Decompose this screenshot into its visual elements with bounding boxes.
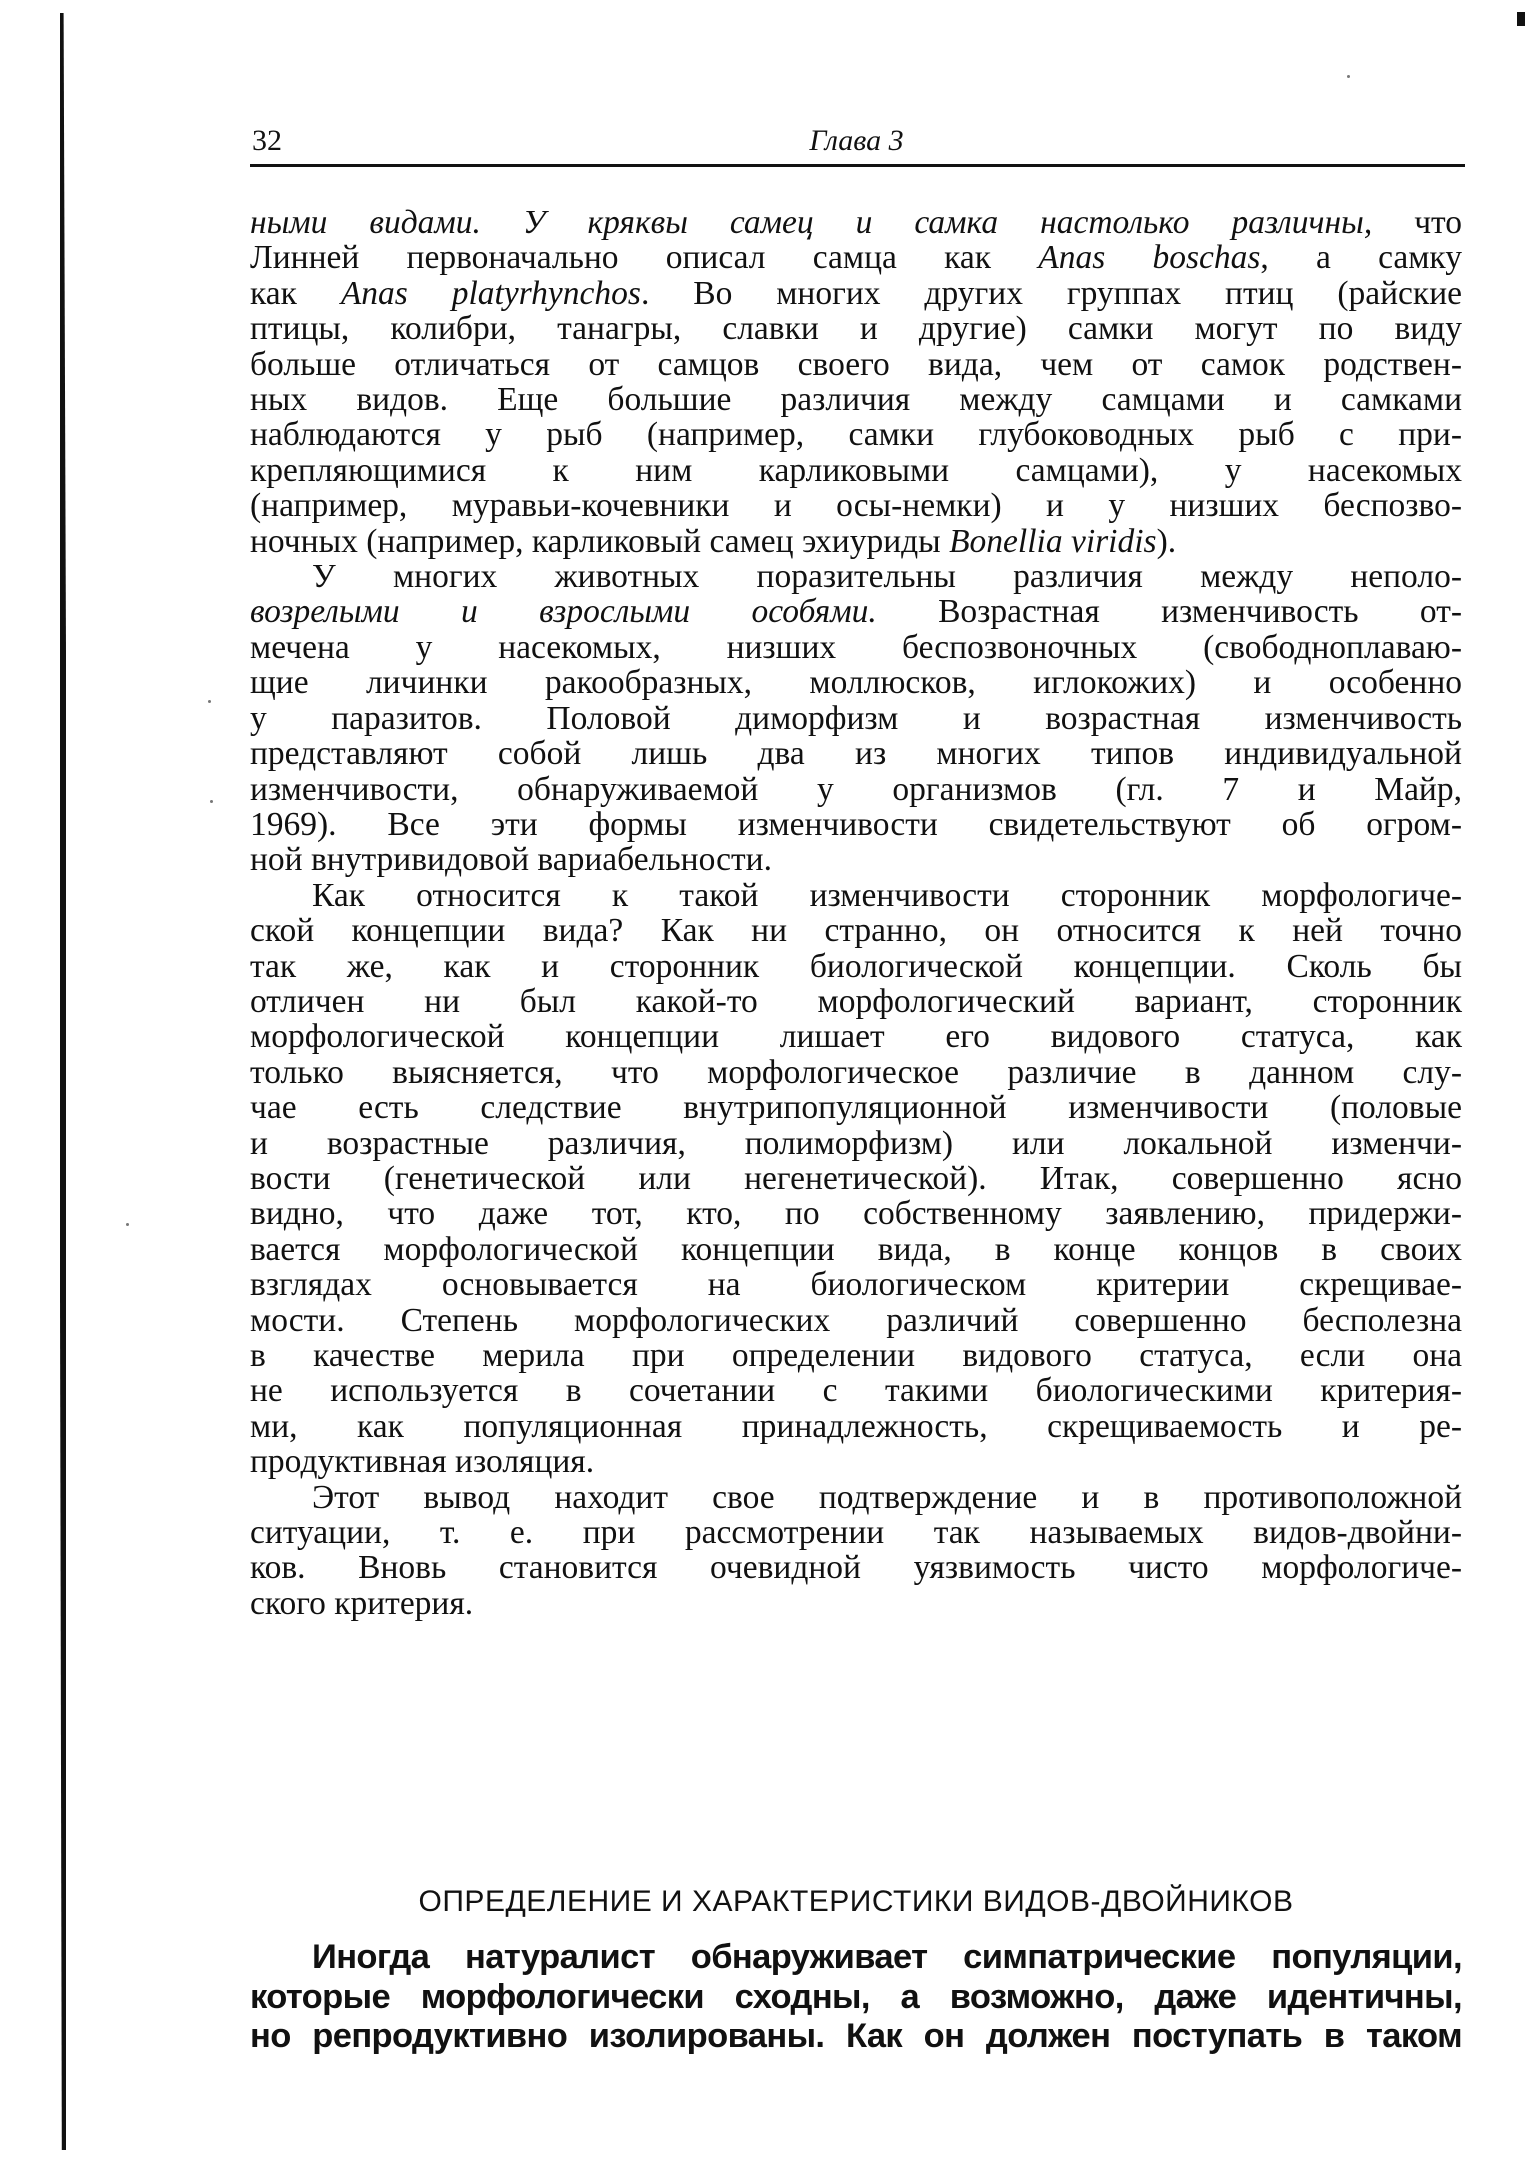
italic-run: Bonellia viridis <box>949 522 1157 560</box>
text-line <box>250 382 1462 417</box>
text-run: видно, что даже тот, кто, по собственному заявлению, придержи- <box>250 1195 1462 1233</box>
italic-run: ными видами. У кряквы самец и самка настолько различны, <box>250 204 1373 241</box>
text-line <box>250 1373 1462 1408</box>
text-line <box>250 1550 1462 1585</box>
text-line <box>250 984 1462 1019</box>
section-body <box>250 1938 1462 2057</box>
text-run: изменчивости, обнаруживаемой у организмов (гл. 7 и Майр, <box>250 770 1462 808</box>
text-run: ков. Вновь становится очевидной уязвимость чисто морфологиче- <box>250 1549 1462 1587</box>
text-line <box>250 347 1462 382</box>
binding-edge-line <box>60 13 66 2150</box>
text-run: ных видов. Еще большие различия между самцами и самками <box>250 381 1462 419</box>
text-run: только выясняется, что морфологическое различие в данном слу- <box>250 1053 1462 1091</box>
text-run: представляют собой лишь два из многих типов индивидуальной <box>250 735 1462 773</box>
text-line <box>250 311 1462 346</box>
text-run: в качестве мерила при определении видового статуса, если она <box>250 1337 1462 1374</box>
text-line <box>250 1126 1462 1161</box>
text-run: вается морфологической концепции вида, в конце концов в своих <box>250 1230 1462 1268</box>
text-run: крепляющимися к ним карликовыми самцами), у насекомых <box>250 451 1462 489</box>
text-run: и возрастные различия, полиморфизм) или локальной изменчи- <box>250 1124 1462 1162</box>
text-run: Возрастная изменчивость от- <box>876 593 1462 631</box>
text-line <box>250 1338 1462 1373</box>
scan-corner-mark <box>1517 12 1525 26</box>
text-run: , а самку <box>1260 239 1462 277</box>
text-line <box>250 807 1462 842</box>
text-line <box>250 205 1462 240</box>
text-run: Этот вывод находит свое подтверждение и в противоположной <box>312 1478 1462 1516</box>
text-line <box>250 276 1462 311</box>
text-run: У многих животных поразительны различия между неполо- <box>312 558 1462 596</box>
text-line <box>250 453 1462 488</box>
scan-speck <box>1347 75 1350 78</box>
section-heading: ОПРЕДЕЛЕНИЕ И ХАРАКТЕРИСТИКИ ВИДОВ-ДВОЙНИКОВ <box>418 1885 1294 1918</box>
text-run: больше отличаться от самцов своего вида, чем от самок родствен- <box>250 345 1462 383</box>
text-line <box>250 701 1462 736</box>
text-run: щие личинки ракообразных, моллюсков, иглокожих) и особенно <box>250 664 1462 702</box>
text-line <box>250 417 1462 452</box>
text-line <box>250 1019 1462 1054</box>
text-line <box>250 736 1462 771</box>
italic-run: Anas platyrhynchos <box>340 274 641 312</box>
text-run: ной внутривидовой вариабельности. <box>250 841 772 879</box>
text-line <box>250 1444 1462 1479</box>
text-run: ской концепции вида? Как ни странно, он относится к ней точно <box>250 912 1462 950</box>
italic-run: Anas boschas <box>1038 239 1261 277</box>
text-run: (например, муравьи-кочевники и осы-немки) и у низших беспозво- <box>250 487 1462 525</box>
text-run: ми, как популяционная принадлежность, скрещиваемость и ре- <box>250 1407 1462 1445</box>
page-header <box>250 120 1463 164</box>
text-run: морфологической концепции лишает его видового статуса, как <box>250 1018 1462 1056</box>
text-line <box>250 1232 1462 1267</box>
paragraph <box>250 1480 1462 1622</box>
text-run: у паразитов. Половой диморфизм и возрастная изменчивость <box>250 699 1462 737</box>
text-line <box>250 1586 1462 1621</box>
text-run: что <box>1372 204 1462 241</box>
text-line <box>250 878 1462 913</box>
text-line <box>250 594 1462 629</box>
text-line: Иногда натуралист обнаруживает симпатрические популяции, <box>312 1938 1462 1976</box>
text-run: ского критерия. <box>250 1584 474 1622</box>
text-run: мечена у насекомых, низших беспозвоночных (свободноплаваю- <box>250 628 1462 666</box>
text-run: Как относится к такой изменчивости сторонник морфологиче- <box>312 876 1462 914</box>
text-line <box>250 1055 1462 1090</box>
text-run: как <box>250 274 341 312</box>
paragraph <box>250 559 1462 878</box>
page-number: 32 <box>252 124 282 157</box>
text-line <box>250 913 1462 948</box>
text-run: продуктивная изоляция. <box>250 1443 595 1481</box>
text-run: чае есть следствие внутрипопуляционной изменчивости (половые <box>250 1089 1462 1127</box>
scan-speck <box>210 800 213 803</box>
text-line <box>250 1303 1462 1338</box>
text-line <box>250 842 1462 877</box>
text-run: взглядах основывается на биологическом критерии скрещивае- <box>250 1266 1462 1304</box>
text-line <box>250 772 1462 807</box>
text-run: так же, как и сторонник биологической концепции. Сколь бы <box>250 947 1462 985</box>
text-run: . Во многих других группах птиц (райские <box>640 274 1462 312</box>
text-run: отличен ни был какой-то морфологический вариант, сторонник <box>250 982 1462 1020</box>
scan-speck <box>208 700 211 703</box>
text-run: 1969). Все эти формы изменчивости свидетельствуют об огром- <box>250 805 1462 843</box>
text-line <box>250 1196 1462 1231</box>
text-run: Линней первоначально описал самца как <box>250 239 1039 277</box>
paragraph <box>250 205 1462 559</box>
section-paragraph <box>250 1938 1462 2057</box>
text-line <box>250 1480 1462 1515</box>
text-line: которые морфологически сходны, а возможно, даже идентичны, <box>250 1977 1462 2016</box>
text-run: мости. Степень морфологических различий совершенно бесполезна <box>250 1301 1462 1339</box>
italic-run: возрелыми и взрослыми особями. <box>250 593 877 631</box>
text-line <box>250 1409 1462 1444</box>
text-run: ситуации, т. е. при рассмотрении так называемых видов-двойни- <box>250 1514 1462 1552</box>
text-line <box>250 488 1462 523</box>
text-run: вости (генетической или негенетической). Итак, совершенно ясно <box>250 1159 1462 1197</box>
text-line: но репродуктивно изолированы. Как он должен поступать в таком <box>250 2017 1462 2055</box>
text-line <box>250 1090 1462 1125</box>
text-line <box>250 240 1462 275</box>
paragraph <box>250 878 1462 1480</box>
body-text <box>250 205 1462 1621</box>
text-run: наблюдаются у рыб (например, самки глубоководных рыб с при- <box>250 416 1462 454</box>
text-run: птицы, колибри, танагры, славки и другие) самки могут по виду <box>250 310 1462 348</box>
text-line <box>250 949 1462 984</box>
text-run: не используется в сочетании с такими биологическими критерия- <box>250 1372 1462 1410</box>
text-line <box>250 665 1462 700</box>
text-run: ). <box>1156 522 1177 560</box>
text-line <box>250 1515 1462 1550</box>
text-line <box>250 524 1462 559</box>
running-head: Глава 3 <box>809 124 904 157</box>
text-run: ночных (например, карликовый самец эхиуриды <box>250 522 950 560</box>
text-line <box>250 559 1462 594</box>
text-line <box>250 630 1462 665</box>
header-rule <box>250 164 1465 167</box>
scan-speck <box>126 1223 129 1226</box>
text-line <box>250 1267 1462 1302</box>
text-line <box>250 1161 1462 1196</box>
